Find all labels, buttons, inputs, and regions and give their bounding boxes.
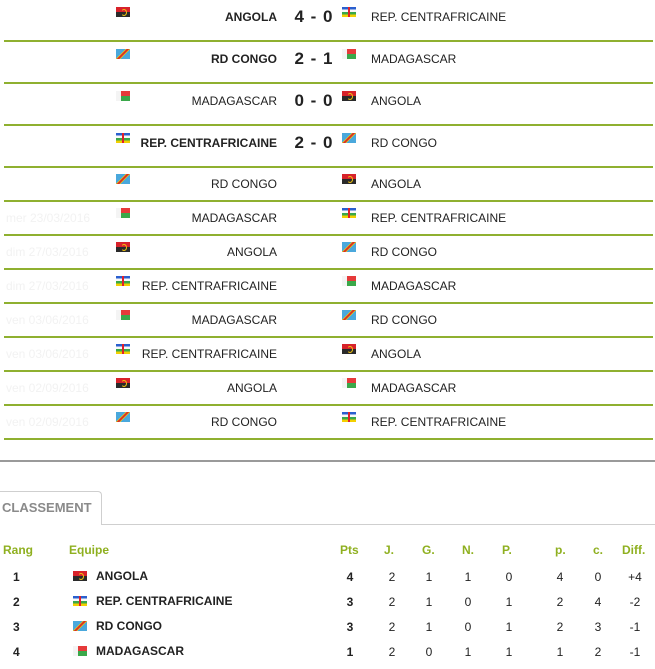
rdc-flag-icon (116, 49, 130, 59)
stat-bp: 4 (556, 570, 564, 584)
madagascar-flag-icon (116, 208, 130, 218)
standings-row (0, 643, 655, 667)
car-flag-icon (116, 276, 130, 286)
header-g: G. (422, 543, 435, 557)
match-date: dim 27/03/2016 (6, 279, 89, 293)
stat-pts: 4 (346, 570, 354, 584)
header-bc: c. (593, 543, 604, 557)
stat-p: 0 (505, 570, 513, 584)
match-row[interactable] (4, 84, 653, 126)
match-score: 2 - 0 (294, 133, 334, 152)
stat-bc: 4 (594, 595, 602, 609)
match-date: mer 23/03/2016 (6, 211, 91, 225)
car-flag-icon (342, 208, 356, 218)
stat-p: 1 (505, 645, 513, 659)
stat-n: 0 (464, 595, 472, 609)
match-date: dim 27/03/2016 (6, 245, 89, 259)
car-flag-icon (116, 344, 130, 354)
angola-flag-icon (342, 91, 356, 101)
team-name[interactable]: MADAGASCAR (96, 644, 184, 658)
stat-n: 1 (464, 570, 472, 584)
car-flag-icon (342, 412, 356, 422)
stat-pts: 1 (346, 645, 354, 659)
rdc-flag-icon (342, 310, 356, 320)
home-team[interactable]: REP. CENTRAFRICAINE (140, 136, 277, 150)
standings-row (0, 568, 655, 592)
rank: 2 (13, 595, 20, 609)
home-team[interactable]: ANGOLA (226, 245, 277, 259)
away-team[interactable]: MADAGASCAR (371, 52, 457, 66)
stat-pts: 3 (346, 620, 354, 634)
madagascar-flag-icon (116, 91, 130, 101)
match-date: ven 02/09/2016 (6, 415, 89, 429)
rank: 4 (13, 645, 20, 659)
stat-n: 1 (464, 645, 472, 659)
rdc-flag-icon (342, 133, 356, 143)
rdc-flag-icon (342, 242, 356, 252)
rank: 1 (13, 570, 20, 584)
away-team[interactable]: MADAGASCAR (371, 279, 457, 293)
stat-j: 2 (388, 645, 396, 659)
header-equipe: Equipe (69, 543, 110, 557)
tab-classement-label: CLASSEMENT (2, 500, 92, 515)
away-team[interactable]: RD CONGO (371, 313, 437, 327)
home-team[interactable]: MADAGASCAR (191, 313, 277, 327)
home-team[interactable]: RD CONGO (211, 52, 277, 66)
match-row[interactable] (4, 304, 653, 338)
rdc-flag-icon (116, 174, 130, 184)
home-team[interactable]: REP. CENTRAFRICAINE (141, 347, 277, 361)
match-row[interactable] (4, 168, 653, 202)
stat-bc: 0 (594, 570, 602, 584)
angola-flag-icon (342, 174, 356, 184)
stat-g: 1 (425, 570, 433, 584)
match-row[interactable] (4, 202, 653, 236)
match-row[interactable] (4, 0, 653, 42)
home-team[interactable]: RD CONGO (211, 415, 277, 429)
team-name[interactable]: REP. CENTRAFRICAINE (96, 594, 233, 608)
header-diff: Diff. (622, 543, 646, 557)
away-team[interactable]: ANGOLA (371, 177, 422, 191)
header-p: P. (502, 543, 512, 557)
match-row[interactable] (4, 236, 653, 270)
stat-diff: +4 (628, 570, 642, 584)
stat-diff: -2 (629, 595, 641, 609)
team-name[interactable]: RD CONGO (96, 619, 162, 633)
angola-flag-icon (116, 242, 130, 252)
madagascar-flag-icon (73, 646, 87, 656)
away-team[interactable]: ANGOLA (371, 94, 422, 108)
home-team[interactable]: RD CONGO (211, 177, 277, 191)
match-row[interactable] (4, 42, 653, 84)
standings-row (0, 618, 655, 642)
stat-bc: 3 (594, 620, 602, 634)
stat-bp: 1 (556, 645, 564, 659)
stat-n: 0 (464, 620, 472, 634)
rank: 3 (13, 620, 20, 634)
stat-j: 2 (388, 620, 396, 634)
match-score: 0 - 0 (294, 91, 334, 110)
match-date: ven 02/09/2016 (6, 381, 89, 395)
header-j: J. (384, 543, 395, 557)
match-row[interactable] (4, 406, 653, 440)
header-pts: Pts (340, 543, 359, 557)
rdc-flag-icon (73, 621, 87, 631)
madagascar-flag-icon (342, 276, 356, 286)
home-team[interactable]: ANGOLA (226, 381, 277, 395)
angola-flag-icon (73, 571, 87, 581)
home-team[interactable]: MADAGASCAR (191, 94, 277, 108)
header-n: N. (462, 543, 474, 557)
home-team[interactable]: ANGOLA (225, 10, 277, 24)
car-flag-icon (116, 133, 130, 143)
rdc-flag-icon (116, 412, 130, 422)
away-team[interactable]: RD CONGO (371, 136, 437, 150)
home-team[interactable]: MADAGASCAR (191, 211, 277, 225)
tab-baseline (101, 524, 655, 525)
stat-j: 2 (388, 570, 396, 584)
stat-g: 1 (425, 620, 433, 634)
stat-g: 1 (425, 595, 433, 609)
madagascar-flag-icon (342, 49, 356, 59)
away-team[interactable]: MADAGASCAR (371, 381, 457, 395)
stat-bp: 2 (556, 620, 564, 634)
angola-flag-icon (116, 378, 130, 388)
stat-p: 1 (505, 620, 513, 634)
madagascar-flag-icon (342, 378, 356, 388)
match-row[interactable] (4, 372, 653, 406)
match-score: 4 - 0 (294, 7, 334, 26)
team-name[interactable]: ANGOLA (96, 569, 148, 583)
stat-pts: 3 (346, 595, 354, 609)
match-row[interactable] (4, 126, 653, 168)
stat-j: 2 (388, 595, 396, 609)
home-team[interactable]: REP. CENTRAFRICAINE (141, 279, 277, 293)
standings-row (0, 593, 655, 617)
away-team[interactable]: REP. CENTRAFRICAINE (371, 10, 507, 24)
stat-p: 1 (505, 595, 513, 609)
stat-diff: -1 (629, 645, 641, 659)
car-flag-icon (73, 596, 87, 606)
stat-diff: -1 (629, 620, 641, 634)
match-score: 2 - 1 (294, 49, 334, 68)
stat-bc: 2 (594, 645, 602, 659)
madagascar-flag-icon (116, 310, 130, 320)
away-team[interactable]: REP. CENTRAFRICAINE (371, 211, 507, 225)
away-team[interactable]: ANGOLA (371, 347, 422, 361)
tab-classement[interactable] (0, 491, 102, 525)
stat-g: 0 (425, 645, 433, 659)
match-date: ven 03/06/2016 (6, 347, 89, 361)
away-team[interactable]: RD CONGO (371, 245, 437, 259)
match-row[interactable] (4, 270, 653, 304)
header-bp: p. (555, 543, 566, 557)
match-row[interactable] (4, 338, 653, 372)
angola-flag-icon (342, 344, 356, 354)
car-flag-icon (342, 7, 356, 17)
stat-bp: 2 (556, 595, 564, 609)
match-date: ven 03/06/2016 (6, 313, 89, 327)
section-divider (0, 460, 655, 462)
away-team[interactable]: REP. CENTRAFRICAINE (371, 415, 507, 429)
angola-flag-icon (116, 7, 130, 17)
header-rang: Rang (3, 543, 33, 557)
